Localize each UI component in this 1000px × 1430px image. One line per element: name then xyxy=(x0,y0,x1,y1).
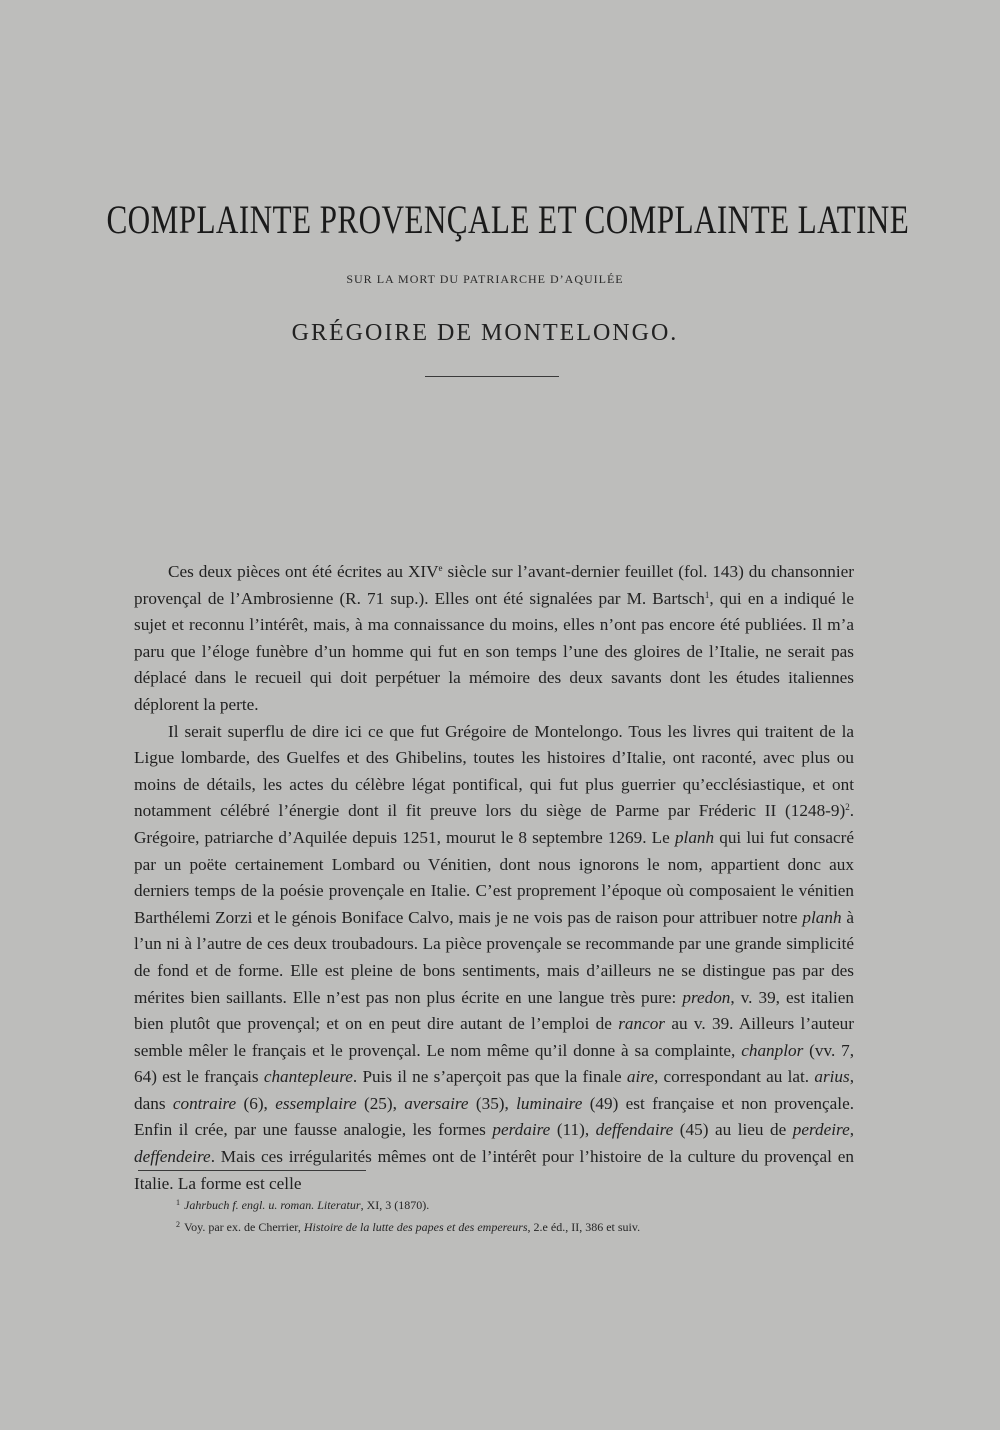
text-run: . Mais ces irrégularités mêmes ont de l’intérêt pour l’histoire de la culture du provençal en Italie. La forme est celle xyxy=(134,1147,854,1193)
italic-text: luminaire xyxy=(516,1093,583,1113)
text-run: , qui en a indiqué le sujet et reconnu l’intérêt, mais, à ma connaissance du moins, elles n’ont pas encore été publiées. Il m’a paru que l’éloge funèbre d’un homme qui fut en son temps l’une des gloires de l’Italie, ne serait pas déplacé dans le recueil qui doit perpétuer la mémoire des deux savants dont les études italiennes déplorent la perte. xyxy=(134,588,854,714)
italic-text: Histoire de la lutte des papes et des empereurs xyxy=(303,1220,528,1234)
text-run: , v. 39, est italien bien plutôt que provençal; et on en peut dire autant de l’emploi de xyxy=(134,987,854,1034)
footnote-mark: 1 xyxy=(176,1198,180,1207)
text-run: (45) au lieu de xyxy=(673,1120,793,1140)
paragraph xyxy=(134,719,854,1198)
italic-text: essemplaire xyxy=(275,1093,357,1113)
text-run: (25), xyxy=(356,1093,405,1113)
text-run: au v. 39. Ailleurs l’auteur semble mêler le français et le provençal. Le nom même qu’il donne à sa complainte, xyxy=(134,1014,854,1060)
italic-text: arius xyxy=(814,1067,850,1087)
italic-text: planh xyxy=(674,827,715,847)
text-run: , 2.e éd., II, 386 et suiv. xyxy=(527,1220,641,1234)
italic-text: planh xyxy=(802,907,842,927)
title-divider xyxy=(425,376,559,377)
italic-text: rancor xyxy=(618,1014,665,1034)
italic-text: contraire xyxy=(172,1093,237,1113)
italic-text: aversaire xyxy=(404,1093,469,1113)
article-title: COMPLAINTE PROVENÇALE ET COMPLAINTE LATINE xyxy=(106,197,910,242)
footnote-divider xyxy=(138,1170,366,1171)
body-text xyxy=(134,559,854,1197)
text-run: (35), xyxy=(468,1093,517,1113)
text-run: Ces deux pièces ont été écrites au XIV xyxy=(168,562,439,581)
footnote xyxy=(176,1193,796,1215)
italic-text: chanplor xyxy=(741,1040,804,1060)
footnote-reference: e xyxy=(438,563,443,573)
footnote-reference: 2 xyxy=(845,802,850,813)
text-run: siècle sur l’avant-dernier feuillet (fol. 143) du chansonnier provençal de l’Ambrosienne (R. 71 sup.). Elles ont été signalées par M. Bartsch xyxy=(134,562,855,608)
person-name-heading: GRÉGOIRE DE MONTELONGO. xyxy=(291,320,679,346)
italic-text: Jahrbuch f. engl. u. roman. Literatur xyxy=(184,1198,361,1212)
text-run: , xyxy=(849,1120,854,1140)
italic-text: chantepleure xyxy=(263,1067,353,1087)
text-run: (11), xyxy=(550,1120,596,1140)
text-run: , correspondant au lat. xyxy=(653,1067,815,1087)
text-run: (vv. 7, 64) est le français xyxy=(134,1040,854,1087)
italic-text: predon xyxy=(682,987,731,1007)
article-subtitle: SUR LA MORT DU PATRIARCHE D’AQUILÉE xyxy=(346,272,624,286)
text-run: . Puis il ne s’aperçoit pas que la finale xyxy=(352,1067,627,1087)
text-run: Voy. par ex. de Cherrier, xyxy=(184,1220,304,1234)
footnote-mark: 2 xyxy=(176,1220,180,1229)
text-run: qui lui fut consacré par un poëte certainement Lombard ou Vénitien, dont nous ignorons le nom, appartient donc aux derniers temps de la poésie provençale en Italie. C’est proprement l’époque où composaient le vénitien Barthélemi Zorzi et le génois Boniface Calvo, mais je ne vois pas de raison pour attribuer notre xyxy=(134,827,854,927)
text-run: (6), xyxy=(236,1093,276,1113)
footnote xyxy=(176,1215,796,1237)
italic-text: aire xyxy=(626,1067,654,1087)
text-run: , XI, 3 (1870). xyxy=(360,1198,430,1212)
italic-text: perdaire xyxy=(492,1120,551,1140)
italic-text: perdeire xyxy=(792,1120,850,1140)
italic-text: deffendeire xyxy=(134,1147,211,1167)
text-run: , dans xyxy=(134,1067,854,1113)
text-run: à l’un ni à l’autre de ces deux troubadours. La pièce provençale se recommande par une grande simplicité de fond et de forme. Elle est pleine de bons sentiments, mais d’ailleurs ne se distingue pas par des mérites bien saillants. Elle n’est pas non plus écrite en une langue très pure: xyxy=(134,907,854,1007)
italic-text: deffendaire xyxy=(595,1120,674,1140)
text-run: Il serait superflu de dire ici ce que fut Grégoire de Montelongo. Tous les livres qui traitent de la Ligue lombarde, des Guelfes et des Ghibelins, toutes les histoires d’Italie, ont raconté, avec plus ou moins de détails, les actes du célèbre légat pontifical, qui fut plus guerrier qu’ecclésiastique, et ont notamment célébré l’énergie dont il fit preuve lors du siège de Parme par Fréderic II (1248-9) xyxy=(134,721,854,821)
footnote-reference: 1 xyxy=(704,589,710,600)
paragraph xyxy=(134,559,854,719)
text-run: (49) est française et non provençale. Enfin il crée, par une fausse analogie, les formes xyxy=(134,1093,854,1140)
text-run: . Grégoire, patriarche d’Aquilée depuis 1251, mourut le 8 septembre 1269. Le xyxy=(134,801,854,847)
footnotes xyxy=(176,1193,796,1237)
